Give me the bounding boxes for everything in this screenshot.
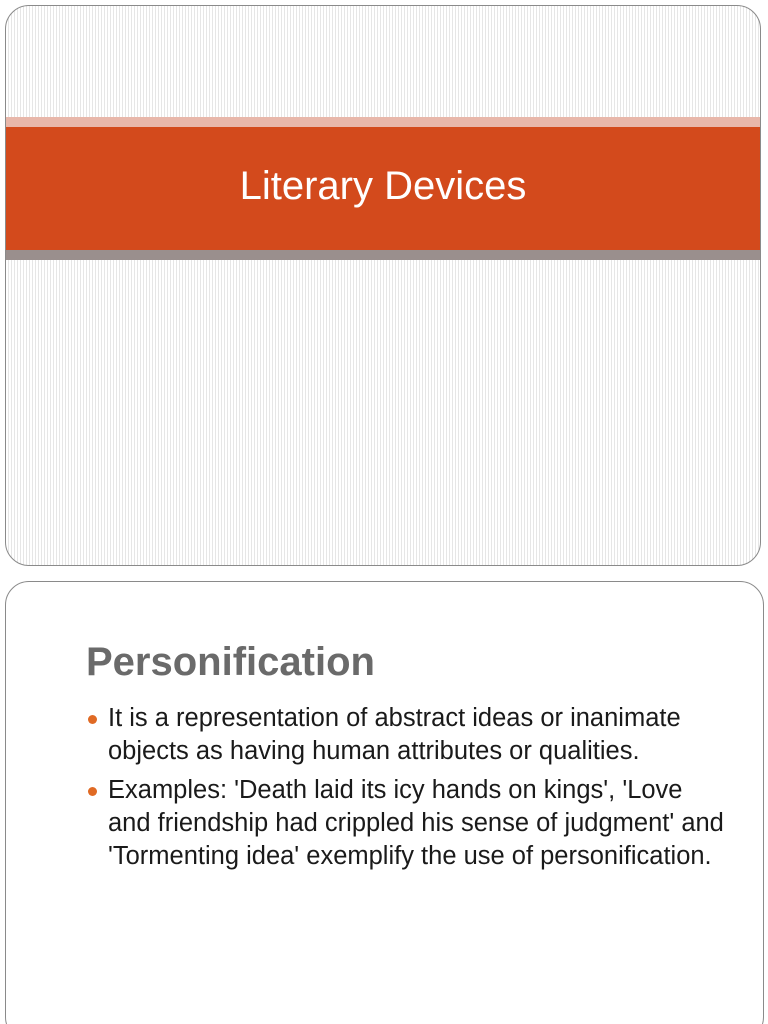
title-slide [5,5,761,566]
content-slide [5,581,764,1024]
bullet-dot-icon [88,787,97,796]
title-band-bottom-stripe [6,250,760,260]
content-heading: Personification [86,640,375,684]
title-band-top-stripe [6,117,760,127]
bullet-dot-icon [88,715,97,724]
bullet-list [88,702,728,879]
bullet-text: It is a representation of abstract ideas or inanimate objects as having human attributes or qualities. [108,704,681,765]
bullet-item-definition [88,702,728,768]
title-band [6,127,760,250]
bullet-text: Examples: 'Death laid its icy hands on kings', 'Love and friendship had crippled his sense of judgment' and 'Tormenting idea' exemplify the use of personification. [108,776,724,870]
bullet-item-examples [88,774,728,873]
slide-title: Literary Devices [239,164,527,208]
